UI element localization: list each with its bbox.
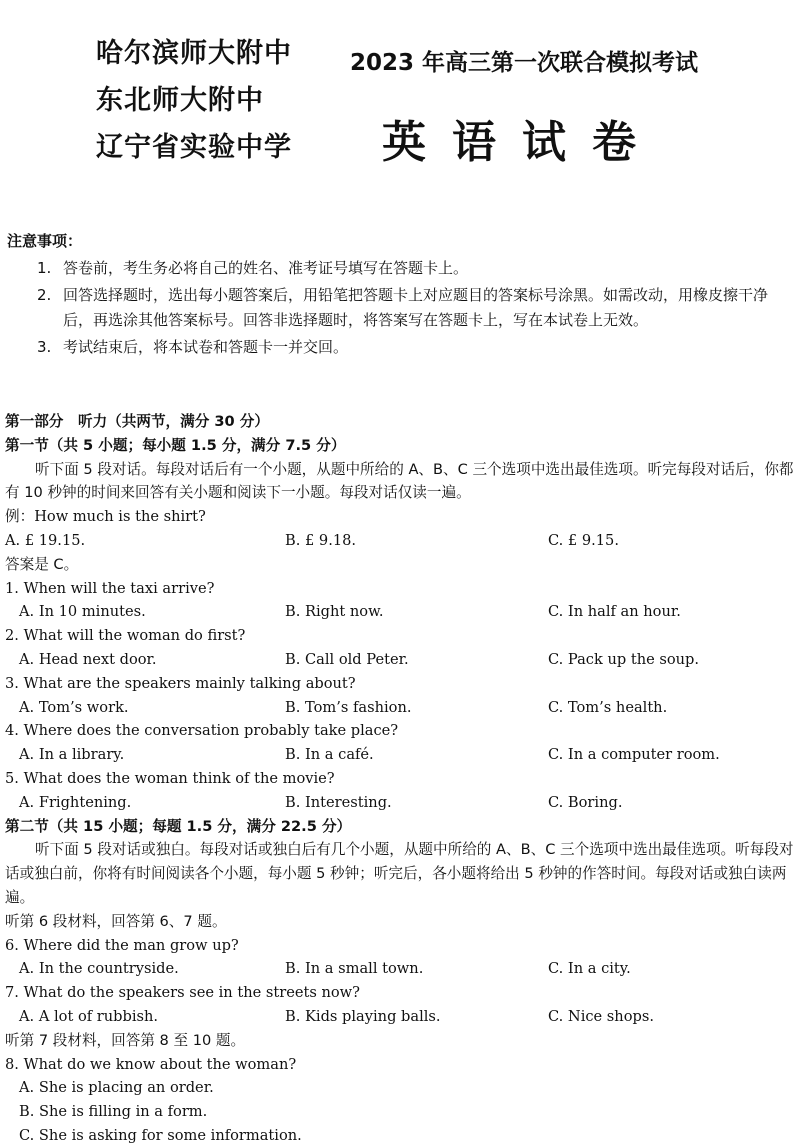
option-a: A. £ 19.15. (5, 531, 86, 549)
notice-item (7, 335, 797, 360)
school-names (96, 30, 292, 171)
section-instructions: 听下面 5 段对话或独白。每段对话或独白后有几个小题，从题中所给的 A、B、C 三个选项中选出最佳选项。听每段对话或独白前，你将有时间阅读各个小题，每小题 5 秒钟；听完后，各小题将给出 5 秒钟的作答时间。每段对话或独白读两遍。 (5, 841, 794, 906)
school-name: 辽宁省实验中学 (96, 132, 292, 163)
question-text: 7. What do the speakers see in the streets now? (5, 984, 360, 1002)
question-options (5, 743, 797, 767)
notice-item-number: 3. (37, 338, 52, 356)
example-question: 例：How much is the shirt? (5, 508, 206, 526)
option-a: A. A lot of rubbish. (19, 1007, 159, 1025)
option-c: C. Nice shops. (548, 1007, 654, 1025)
part-title: 第一部分 听力（共两节，满分 30 分） (5, 413, 269, 430)
option-b: B. Right now. (285, 603, 384, 621)
option-b: B. In a café. (285, 746, 374, 764)
option-c: C. Boring. (548, 793, 623, 811)
notice-item-text: 答卷前，考生务必将自己的姓名、准考证号填写在答题卡上。 (63, 259, 469, 277)
listening-part (5, 410, 797, 1148)
question-options (5, 600, 797, 624)
question-text: 4. Where does the conversation probably take place? (5, 722, 399, 740)
notice-item-text: 回答选择题时，选出每小题答案后，用铅笔把答题卡上对应题目的答案标号涂黑。如需改动，用橡皮擦干净后，再选涂其他答案标号。回答非选择题时，将答案写在答题卡上，写在本试卷上无效。 (63, 286, 769, 329)
question-options (5, 648, 797, 672)
option-b: B. £ 9.18. (285, 531, 357, 549)
question-text: 8. What do we know about the woman? (5, 1055, 297, 1073)
section-title: 第一节（共 5 小题；每小题 1.5 分，满分 7.5 分） (5, 436, 346, 454)
option-a: A. In the countryside. (19, 960, 179, 978)
example-options (5, 529, 797, 553)
notice-item-number: 1. (37, 259, 52, 277)
material-heading: 听第 7 段材料，回答第 8 至 10 题。 (5, 1031, 246, 1049)
option-b: B. She is filling in a form. (19, 1103, 208, 1121)
notice-item (7, 256, 797, 281)
question-options (5, 791, 797, 815)
option-a: A. Tom’s work. (19, 698, 129, 716)
question-options (5, 1005, 797, 1029)
example-answer: 答案是 C。 (5, 555, 79, 573)
question-text: 1. When will the taxi arrive? (5, 579, 215, 597)
question-text: 2. What will the woman do first? (5, 627, 246, 645)
question-options (5, 957, 797, 981)
paper-title: 英语试卷 (382, 117, 662, 168)
question-text: 5. What does the woman think of the movie? (5, 769, 335, 787)
option-c: C. In a computer room. (548, 746, 720, 764)
notice-item-number: 2. (37, 286, 52, 304)
question-text: 6. Where did the man grow up? (5, 936, 239, 954)
section-instructions: 听下面 5 段对话。每段对话后有一个小题，从题中所给的 A、B、C 三个选项中选出最佳选项。听完每段对话后，你都有 10 秒钟的时间来回答有关小题和阅读下一小题。每段对话仅读一遍。 (5, 460, 794, 502)
notice-item (7, 283, 797, 333)
option-b: B. Kids playing balls. (285, 1007, 441, 1025)
notice-title: 注意事项： (7, 232, 83, 250)
option-b: B. Interesting. (285, 793, 392, 811)
option-b: B. Tom’s fashion. (285, 698, 412, 716)
option-c: C. She is asking for some information. (19, 1126, 302, 1144)
section-title: 第二节（共 15 小题；每题 1.5 分，满分 22.5 分） (5, 817, 352, 835)
option-b: B. In a small town. (285, 960, 424, 978)
exam-title: 2023 年高三第一次联合模拟考试 (350, 50, 699, 76)
option-c: C. £ 9.15. (548, 531, 619, 549)
notice-section (7, 228, 797, 360)
option-a: A. Head next door. (19, 650, 157, 668)
option-c: C. In half an hour. (548, 603, 681, 621)
material-heading: 听第 6 段材料，回答第 6、7 题。 (5, 912, 227, 930)
school-name: 哈尔滨师大附中 (96, 38, 292, 69)
question-options (5, 696, 797, 720)
option-a: A. Frightening. (19, 793, 132, 811)
option-c: C. In a city. (548, 960, 631, 978)
question-text: 3. What are the speakers mainly talking about? (5, 674, 356, 692)
option-a: A. In a library. (19, 746, 125, 764)
option-b: B. Call old Peter. (285, 650, 409, 668)
school-name: 东北师大附中 (96, 85, 264, 116)
option-c: C. Pack up the soup. (548, 650, 700, 668)
notice-item-text: 考试结束后，将本试卷和答题卡一并交回。 (63, 338, 349, 356)
option-a: A. In 10 minutes. (19, 603, 146, 621)
exam-header (0, 0, 800, 200)
option-a: A. She is placing an order. (19, 1079, 214, 1097)
option-c: C. Tom’s health. (548, 698, 668, 716)
